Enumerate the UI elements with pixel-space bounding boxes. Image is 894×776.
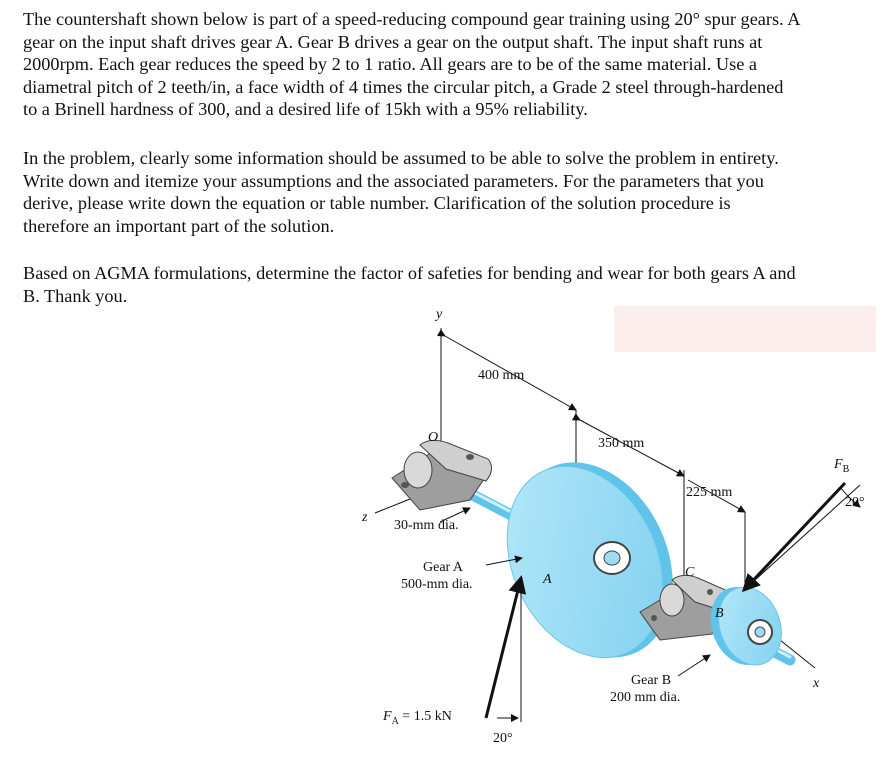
text-line: Write down and itemize your assumptions and the associated parameters. For the parameters that you bbox=[23, 170, 764, 191]
x-axis-label: x bbox=[813, 676, 820, 691]
origin-label: O bbox=[428, 430, 439, 445]
text-line: B. Thank you. bbox=[23, 285, 128, 306]
force-fa-label bbox=[382, 709, 452, 727]
z-axis-line bbox=[375, 497, 415, 513]
bearing-c-letter: C bbox=[685, 565, 695, 580]
shaft-dia-label: 30-mm dia. bbox=[394, 518, 459, 533]
gear-a-letter: A bbox=[543, 572, 552, 587]
fb-subscript: B bbox=[842, 464, 850, 475]
force-fb-arrow bbox=[744, 483, 845, 590]
gear-a-name-label: Gear A bbox=[423, 560, 464, 575]
text-line: to a Brinell hardness of 300, and a desired life of 15kh with a 95% reliability. bbox=[23, 99, 588, 120]
leader-gear-b bbox=[678, 655, 710, 676]
gear-b-dia-label: 200 mm dia. bbox=[610, 690, 681, 705]
z-axis-label: z bbox=[362, 510, 368, 525]
angle-b-ref bbox=[744, 485, 860, 590]
text-line: In the problem, clearly some information should be assumed to be able to solve the problem in entirety. bbox=[23, 148, 779, 168]
fa-value: = 1.5 kN bbox=[398, 709, 452, 724]
gear-b-letter: B bbox=[715, 606, 724, 621]
dim-225-label: 225 mm bbox=[686, 485, 733, 500]
gear-a-dia-label: 500-mm dia. bbox=[401, 577, 473, 592]
text-line: therefore an important part of the solution. bbox=[23, 215, 335, 236]
angle-a-label: 20° bbox=[493, 731, 513, 746]
text-line: diametral pitch of 2 teeth/in, a face width of 4 times the circular pitch, a Grade 2 steel through-hardened bbox=[23, 76, 784, 97]
force-fb-label bbox=[833, 457, 850, 475]
dim-400-label: 400 mm bbox=[478, 368, 525, 383]
dim-350-label: 350 mm bbox=[598, 436, 645, 451]
fa-symbol: F bbox=[383, 709, 392, 724]
fb-symbol: F bbox=[834, 457, 843, 472]
text-line: Based on AGMA formulations, determine the factor of safeties for bending and wear for both gears A and bbox=[23, 263, 796, 283]
force-fa-arrow bbox=[486, 578, 521, 718]
text-line: derive, please write down the equation or table number. Clarification of the solution procedure is bbox=[23, 193, 731, 214]
text-line: 2000rpm. Each gear reduces the speed by 2 to 1 ratio. All gears are to be of the same material. Use a bbox=[23, 54, 758, 75]
gear-b-name-label: Gear B bbox=[631, 673, 672, 688]
text-line: gear on the input shaft drives gear A. Gear B drives a gear on the output shaft. The input shaft runs at bbox=[23, 31, 763, 52]
angle-b-label: 20° bbox=[845, 495, 865, 510]
fa-subscript: A bbox=[391, 716, 399, 727]
y-axis-label: y bbox=[436, 307, 443, 322]
text-line: The countershaft shown below is part of a speed-reducing compound gear training using 20° spur gears. A bbox=[23, 9, 801, 29]
